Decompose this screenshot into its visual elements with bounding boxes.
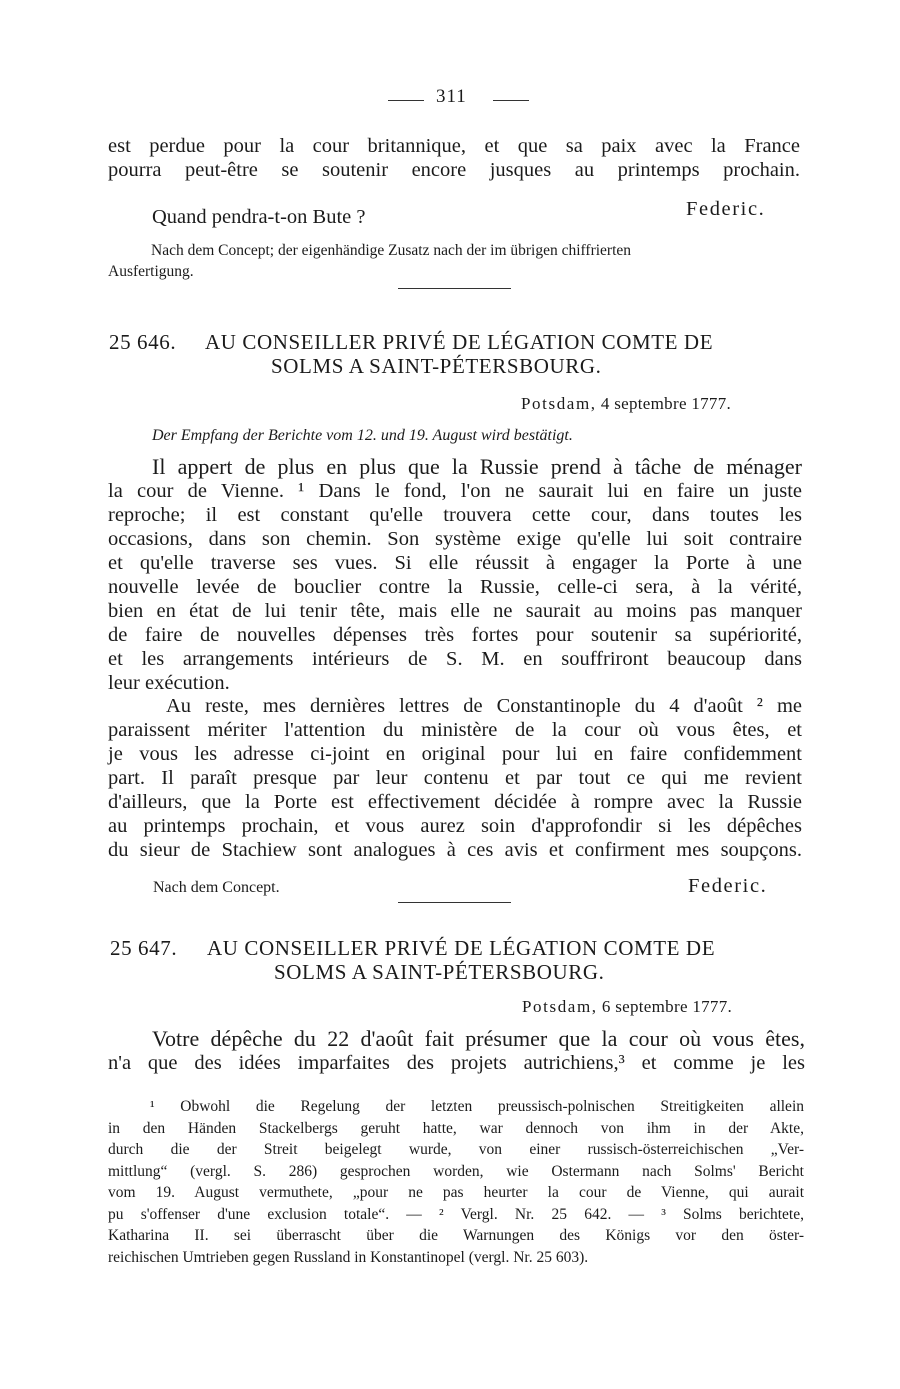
place: Potsdam,	[522, 997, 598, 1016]
text-line: je vous les adresse ci-joint en original pour lui en faire confidemment	[108, 743, 802, 765]
letter-heading-line-2: SOLMS A SAINT-PÉTERSBOURG.	[274, 960, 605, 984]
text-line: pourra peut-être se soutenir encore jusques au printemps prochain.	[108, 159, 800, 181]
letter-paragraph-2	[108, 694, 802, 862]
note-line: Ausfertigung.	[108, 263, 194, 280]
text-line: la cour de Vienne. ¹ Dans le fond, l'on ne saurait lui en faire un juste	[108, 480, 802, 502]
footnote-line: in den Händen Stackelbergs geruht hatte, war dennoch von ihm in der Akte,	[108, 1119, 804, 1137]
text-line: n'a que des idées imparfaites des projets autrichiens,³ et comme je les	[108, 1052, 805, 1074]
text-line: reproche; il est constant qu'elle trouvera cette cour, dans toutes les	[108, 504, 802, 526]
text-line: bien en état de lui tenir tête, mais elle ne saurait au moins pas manquer	[108, 600, 802, 622]
section-divider	[398, 288, 511, 289]
letter-heading-line-1: AU CONSEILLER PRIVÉ DE LÉGATION COMTE DE	[205, 330, 714, 354]
text-line: d'ailleurs, que la Porte est effectivement décidée à rompre avec la Russie	[108, 791, 802, 813]
text-line: part. Il paraît presque par leur contenu et par tout ce qui me revient	[108, 767, 802, 789]
footnote-line: vom 19. August vermuthete, „pour ne pas heurter la cour de Vienne, qui aurait	[108, 1184, 804, 1201]
footnote-line: ¹ Obwohl die Regelung der letzten preussisch-polnischen Streitigkeiten allein	[150, 1098, 804, 1115]
text-line: est perdue pour la cour britannique, et que sa paix avec la France	[108, 135, 800, 157]
text-line: paraissent mériter l'attention du ministère de la cour où vous êtes, et	[108, 719, 802, 741]
letter-dateline	[521, 394, 731, 414]
note-line: Nach dem Concept; der eigenhändige Zusatz nach der im übrigen chiffrierten	[151, 242, 632, 259]
header-rule-right	[493, 100, 529, 101]
place: Potsdam,	[521, 394, 597, 413]
letter-dateline	[522, 997, 732, 1017]
text-line: Votre dépêche du 22 d'août fait présumer que la cour où vous êtes,	[152, 1026, 805, 1051]
text-line: leur exécution.	[108, 672, 230, 694]
letter-summary: Der Empfang der Berichte vom 12. und 19. August wird bestätigt.	[152, 427, 573, 444]
letter-paragraph-1	[108, 1027, 805, 1075]
footnote-line: pu s'offenser d'une exclusion totale“. — ² Vergl. Nr. 25 642. — ³ Solms berichtete,	[108, 1205, 804, 1223]
date: 4 septembre 1777.	[600, 394, 732, 413]
text-line: du sieur de Stachiew sont analogues à ces avis et confirment mes soupçons.	[108, 839, 802, 861]
footnote-line: mittlung“ (vergl. S. 286) gesprochen worden, wie Ostermann nach Solms' Bericht	[108, 1162, 804, 1180]
page-number: 311	[436, 86, 467, 107]
text-line: nouvelle levée de bouclier contre la Russie, celle-ci sera, à la vérité,	[108, 576, 802, 598]
text-line: Au reste, mes dernières lettres de Constantinople du 4 d'août ² me	[166, 695, 802, 717]
letter-paragraph-1	[108, 455, 802, 695]
text-line: et qu'elle traverse ses vues. Si elle réussit à engager la Porte à une	[108, 552, 802, 574]
postscript: Quand pendra-t-on Bute ?	[152, 206, 366, 228]
header-rule-left	[388, 100, 424, 101]
footnote-line: Katharina II. sei überrascht über die Warnungen des Königs vor den öster-	[108, 1227, 804, 1244]
top-paragraph	[108, 134, 800, 182]
letter-heading-line-2: SOLMS A SAINT-PÉTERSBOURG.	[271, 354, 602, 378]
date: 6 septembre 1777.	[601, 997, 733, 1016]
signature: Federic.	[688, 875, 768, 897]
signature: Federic.	[686, 198, 766, 220]
footnote-line: reichischen Umtrieben gegen Russland in Konstantinopel (vergl. Nr. 25 603).	[108, 1248, 589, 1266]
text-line: de faire de nouvelles dépenses très fortes pour soutenir sa supériorité,	[108, 624, 802, 646]
letter-number: 25 646.	[109, 330, 177, 354]
text-line: au printemps prochain, et vous aurez soin d'approfondir si les dépêches	[108, 815, 802, 837]
text-line: occasions, dans son chemin. Son système exige qu'elle lui soit contraire	[108, 528, 802, 550]
source-note	[108, 240, 800, 282]
section-divider	[398, 902, 511, 903]
letter-number: 25 647.	[110, 936, 178, 960]
source-note: Nach dem Concept.	[153, 879, 280, 896]
text-line: Il appert de plus en plus que la Russie prend à tâche de ménager	[152, 454, 802, 479]
letter-heading-line-1: AU CONSEILLER PRIVÉ DE LÉGATION COMTE DE	[207, 936, 716, 960]
footnote-line: durch die der Streit beigelegt wurde, von einer russisch-österreichischen „Ver-	[108, 1141, 804, 1158]
text-line: et les arrangements intérieurs de S. M. en souffriront beaucoup dans	[108, 648, 802, 670]
footnotes	[108, 1096, 804, 1268]
